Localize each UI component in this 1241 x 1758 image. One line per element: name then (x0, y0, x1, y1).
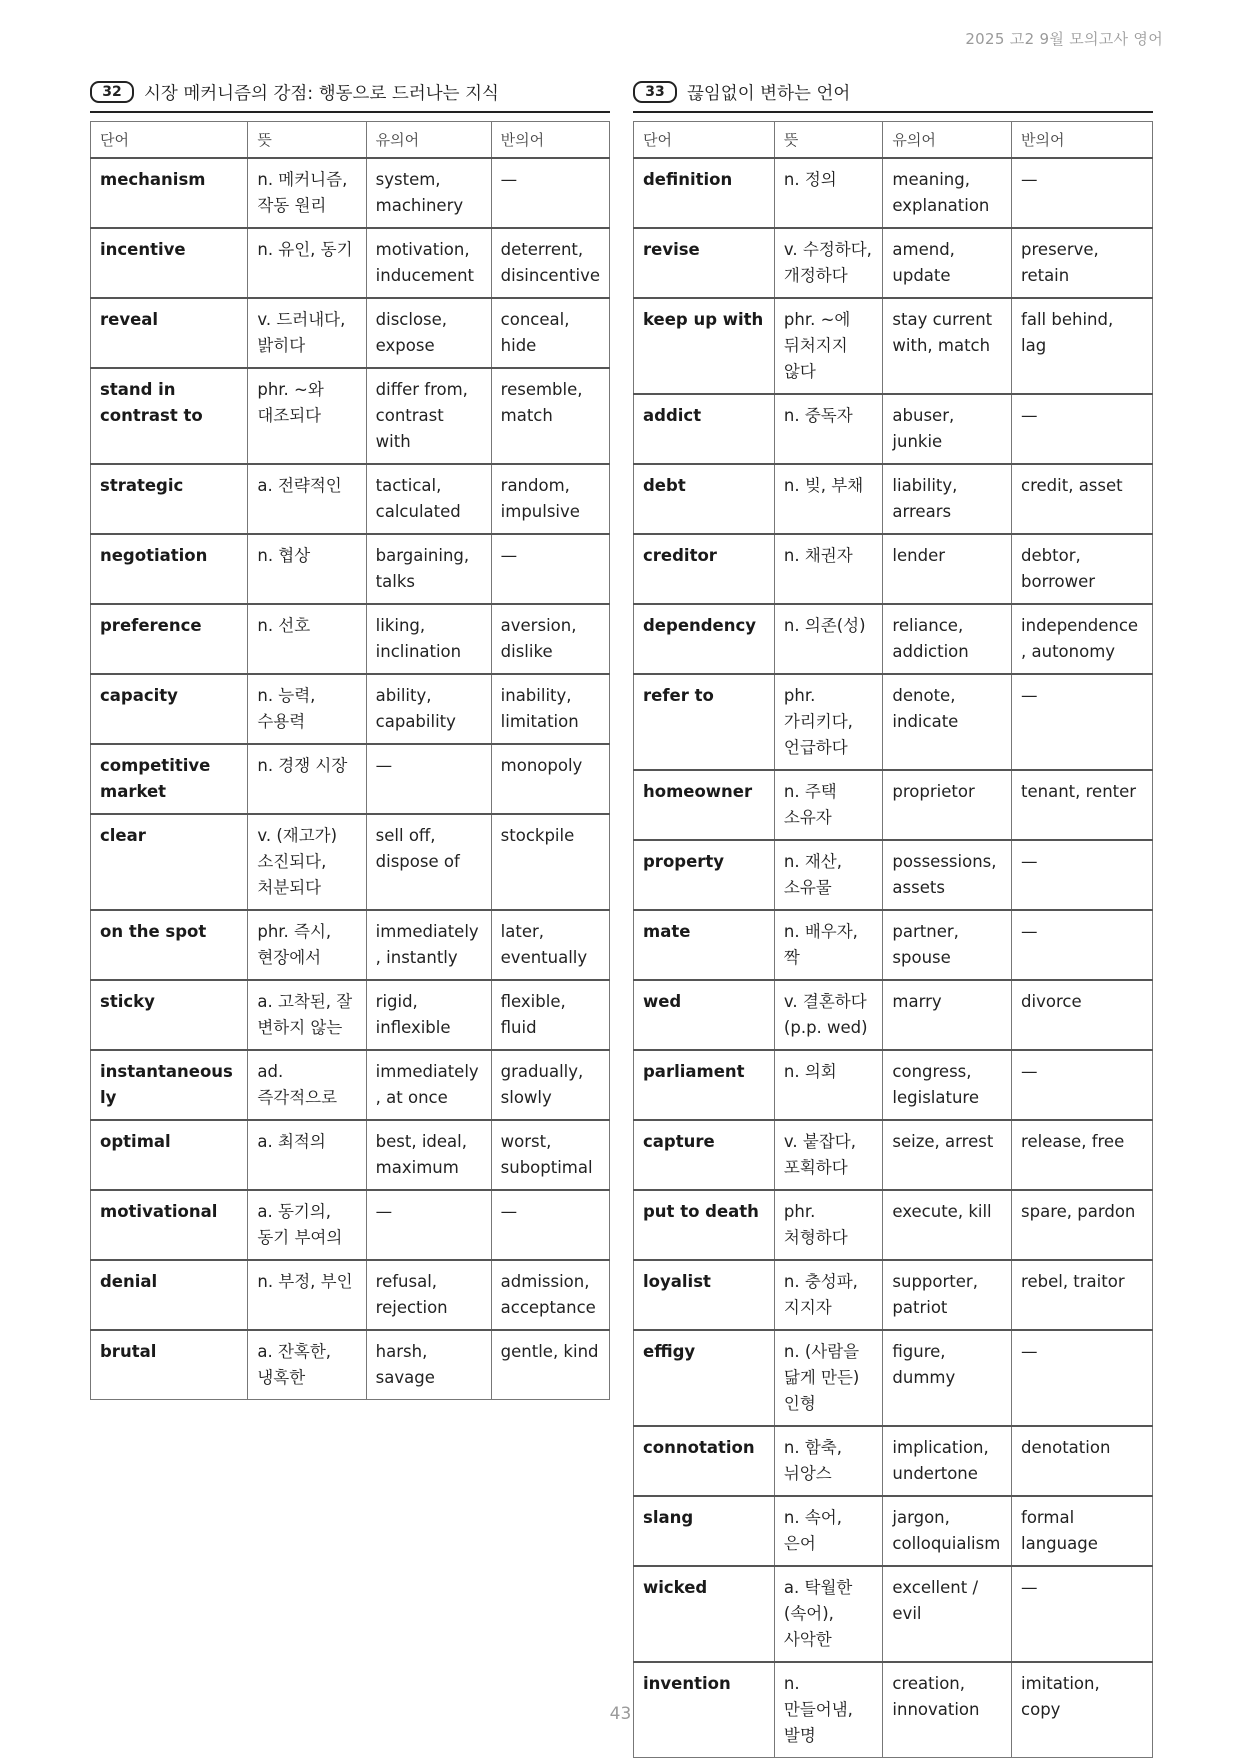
cell-word: motivational (91, 1190, 248, 1260)
table-row (91, 604, 610, 674)
cell-synonyms: figure, dummy (883, 1330, 1012, 1426)
cell-word: slang (634, 1496, 775, 1566)
table-row (634, 1050, 1153, 1120)
cell-synonyms: creation, innovation (883, 1662, 1012, 1758)
cell-word: dependency (634, 604, 775, 674)
cell-synonyms: seize, arrest (883, 1120, 1012, 1190)
cell-word: brutal (91, 1330, 248, 1400)
table-row (91, 744, 610, 814)
table-row (634, 1566, 1153, 1662)
cell-antonyms: deterrent, disincentive (491, 228, 609, 298)
cell-word: instantaneously (91, 1050, 248, 1120)
cell-antonyms: — (1012, 910, 1153, 980)
table-row (634, 840, 1153, 910)
cell-meaning: phr. 가리키다, 언급하다 (774, 674, 882, 770)
table-row (634, 1260, 1153, 1330)
table-row (634, 228, 1153, 298)
cell-word: competitive market (91, 744, 248, 814)
cell-meaning: ad. 즉각적으로 (248, 1050, 366, 1120)
col-header-antonyms: 반의어 (1012, 122, 1153, 159)
cell-antonyms: — (491, 1190, 609, 1260)
cell-antonyms: — (1012, 394, 1153, 464)
cell-synonyms: implication, undertone (883, 1426, 1012, 1496)
cell-word: effigy (634, 1330, 775, 1426)
cell-meaning: n. 협상 (248, 534, 366, 604)
cell-antonyms: worst, suboptimal (491, 1120, 609, 1190)
table-row (634, 1190, 1153, 1260)
cell-synonyms: reliance, addiction (883, 604, 1012, 674)
table-row (91, 814, 610, 910)
table-row (91, 1260, 610, 1330)
cell-word: mechanism (91, 158, 248, 228)
cell-antonyms: formal language (1012, 1496, 1153, 1566)
cell-word: creditor (634, 534, 775, 604)
cell-synonyms: best, ideal, maximum (366, 1120, 491, 1190)
section-heading (633, 78, 1153, 113)
running-header: 2025 고2 9월 모의고사 영어 (965, 30, 1163, 48)
cell-antonyms: rebel, traitor (1012, 1260, 1153, 1330)
cell-synonyms: execute, kill (883, 1190, 1012, 1260)
cell-meaning: n. 주택 소유자 (774, 770, 882, 840)
cell-word: denial (91, 1260, 248, 1330)
cell-meaning: n. 함축, 뉘앙스 (774, 1426, 882, 1496)
cell-word: sticky (91, 980, 248, 1050)
table-row (634, 980, 1153, 1050)
cell-word: wicked (634, 1566, 775, 1662)
table-row (634, 770, 1153, 840)
section-33 (633, 78, 1153, 1758)
cell-word: capacity (91, 674, 248, 744)
table-row (634, 394, 1153, 464)
cell-synonyms: differ from, contrast with (366, 368, 491, 464)
section-title: 시장 메커니즘의 강점: 행동으로 드러나는 지식 (144, 83, 499, 104)
cell-word: wed (634, 980, 775, 1050)
cell-synonyms: refusal, rejection (366, 1260, 491, 1330)
cell-antonyms: inability, limitation (491, 674, 609, 744)
cell-antonyms: credit, asset (1012, 464, 1153, 534)
cell-meaning: v. 드러내다, 밝히다 (248, 298, 366, 368)
table-row (91, 464, 610, 534)
cell-word: on the spot (91, 910, 248, 980)
cell-word: refer to (634, 674, 775, 770)
table-row (634, 674, 1153, 770)
cell-meaning: phr. ~에 뒤처지지 않다 (774, 298, 882, 394)
table-row (91, 910, 610, 980)
cell-synonyms: amend, update (883, 228, 1012, 298)
cell-antonyms: — (1012, 1566, 1153, 1662)
table-row (634, 158, 1153, 228)
cell-antonyms: — (1012, 1050, 1153, 1120)
cell-word: capture (634, 1120, 775, 1190)
cell-meaning: n. 메커니즘, 작동 원리 (248, 158, 366, 228)
cell-antonyms: — (1012, 840, 1153, 910)
cell-synonyms: proprietor (883, 770, 1012, 840)
cell-meaning: n. 빚, 부채 (774, 464, 882, 534)
cell-meaning: n. 선호 (248, 604, 366, 674)
cell-synonyms: rigid, inflexible (366, 980, 491, 1050)
cell-antonyms: preserve, retain (1012, 228, 1153, 298)
cell-antonyms: fall behind, lag (1012, 298, 1153, 394)
section-title: 끊임없이 변하는 언어 (687, 83, 851, 104)
cell-word: stand in contrast to (91, 368, 248, 464)
cell-antonyms: imitation, copy (1012, 1662, 1153, 1758)
cell-word: loyalist (634, 1260, 775, 1330)
cell-antonyms: stockpile (491, 814, 609, 910)
cell-meaning: n. 의회 (774, 1050, 882, 1120)
cell-antonyms: aversion, dislike (491, 604, 609, 674)
table-row (634, 1496, 1153, 1566)
cell-word: preference (91, 604, 248, 674)
cell-synonyms: ability, capability (366, 674, 491, 744)
cell-word: property (634, 840, 775, 910)
cell-antonyms: — (1012, 158, 1153, 228)
cell-antonyms: monopoly (491, 744, 609, 814)
table-row (91, 298, 610, 368)
cell-synonyms: liability, arrears (883, 464, 1012, 534)
cell-synonyms: immediately, instantly (366, 910, 491, 980)
cell-meaning: n. 의존(성) (774, 604, 882, 674)
cell-synonyms: disclose, expose (366, 298, 491, 368)
col-header-antonyms: 반의어 (491, 122, 609, 159)
cell-antonyms: denotation (1012, 1426, 1153, 1496)
cell-synonyms: excellent / evil (883, 1566, 1012, 1662)
cell-meaning: n. (사람을 닮게 만든) 인형 (774, 1330, 882, 1426)
cell-synonyms: tactical, calculated (366, 464, 491, 534)
cell-meaning: n. 유인, 동기 (248, 228, 366, 298)
table-row (634, 910, 1153, 980)
question-number-badge: 32 (90, 81, 134, 103)
cell-synonyms: bargaining, talks (366, 534, 491, 604)
section-heading (90, 78, 610, 113)
cell-antonyms: gentle, kind (491, 1330, 609, 1400)
vocab-table (633, 121, 1153, 1758)
table-row (91, 158, 610, 228)
cell-synonyms: motivation, inducement (366, 228, 491, 298)
cell-antonyms: — (491, 534, 609, 604)
cell-antonyms: admission, acceptance (491, 1260, 609, 1330)
cell-word: definition (634, 158, 775, 228)
table-row (634, 534, 1153, 604)
cell-synonyms: marry (883, 980, 1012, 1050)
cell-word: keep up with (634, 298, 775, 394)
cell-word: negotiation (91, 534, 248, 604)
col-header-meaning: 뜻 (774, 122, 882, 159)
cell-synonyms: — (366, 744, 491, 814)
cell-meaning: a. 전략적인 (248, 464, 366, 534)
cell-meaning: v. (재고가) 소진되다, 처분되다 (248, 814, 366, 910)
cell-synonyms: — (366, 1190, 491, 1260)
cell-meaning: a. 고착된, 잘 변하지 않는 (248, 980, 366, 1050)
cell-synonyms: harsh, savage (366, 1330, 491, 1400)
col-header-word: 단어 (634, 122, 775, 159)
cell-word: addict (634, 394, 775, 464)
cell-meaning: n. 배우자, 짝 (774, 910, 882, 980)
col-header-synonyms: 유의어 (366, 122, 491, 159)
cell-synonyms: supporter, patriot (883, 1260, 1012, 1330)
cell-meaning: n. 속어, 은어 (774, 1496, 882, 1566)
col-header-meaning: 뜻 (248, 122, 366, 159)
cell-word: clear (91, 814, 248, 910)
cell-synonyms: jargon, colloquialism (883, 1496, 1012, 1566)
table-row (91, 1050, 610, 1120)
cell-meaning: n. 만들어냄, 발명 (774, 1662, 882, 1758)
cell-antonyms: gradually, slowly (491, 1050, 609, 1120)
cell-word: homeowner (634, 770, 775, 840)
cell-synonyms: liking, inclination (366, 604, 491, 674)
cell-meaning: a. 탁월한(속어), 사악한 (774, 1566, 882, 1662)
cell-meaning: a. 동기의, 동기 부여의 (248, 1190, 366, 1260)
cell-meaning: v. 붙잡다, 포획하다 (774, 1120, 882, 1190)
table-row (634, 1330, 1153, 1426)
cell-antonyms: independence, autonomy (1012, 604, 1153, 674)
table-row (91, 228, 610, 298)
cell-word: invention (634, 1662, 775, 1758)
col-header-synonyms: 유의어 (883, 122, 1012, 159)
table-row (634, 1120, 1153, 1190)
cell-word: revise (634, 228, 775, 298)
table-row (91, 1190, 610, 1260)
cell-antonyms: resemble, match (491, 368, 609, 464)
cell-meaning: n. 재산, 소유물 (774, 840, 882, 910)
cell-word: optimal (91, 1120, 248, 1190)
table-row (91, 980, 610, 1050)
cell-synonyms: possessions, assets (883, 840, 1012, 910)
cell-meaning: n. 채권자 (774, 534, 882, 604)
cell-word: put to death (634, 1190, 775, 1260)
cell-antonyms: later, eventually (491, 910, 609, 980)
cell-meaning: n. 경쟁 시장 (248, 744, 366, 814)
cell-antonyms: — (1012, 674, 1153, 770)
cell-antonyms: release, free (1012, 1120, 1153, 1190)
cell-antonyms: conceal, hide (491, 298, 609, 368)
cell-synonyms: abuser, junkie (883, 394, 1012, 464)
cell-word: reveal (91, 298, 248, 368)
cell-antonyms: spare, pardon (1012, 1190, 1153, 1260)
header-row (91, 122, 610, 159)
cell-antonyms: — (1012, 1330, 1153, 1426)
cell-meaning: v. 수정하다, 개정하다 (774, 228, 882, 298)
cell-synonyms: congress, legislature (883, 1050, 1012, 1120)
table-row (634, 604, 1153, 674)
cell-synonyms: meaning, explanation (883, 158, 1012, 228)
table-row (91, 1330, 610, 1400)
cell-antonyms: random, impulsive (491, 464, 609, 534)
table-row (91, 674, 610, 744)
cell-word: debt (634, 464, 775, 534)
cell-meaning: v. 결혼하다 (p.p. wed) (774, 980, 882, 1050)
cell-meaning: n. 능력, 수용력 (248, 674, 366, 744)
cell-meaning: n. 중독자 (774, 394, 882, 464)
question-number-badge: 33 (633, 81, 677, 103)
section-32 (90, 78, 610, 1400)
vocab-table (90, 121, 610, 1400)
cell-meaning: n. 충성파, 지지자 (774, 1260, 882, 1330)
cell-word: connotation (634, 1426, 775, 1496)
cell-meaning: phr. ~와 대조되다 (248, 368, 366, 464)
cell-antonyms: debtor, borrower (1012, 534, 1153, 604)
cell-synonyms: partner, spouse (883, 910, 1012, 980)
cell-synonyms: lender (883, 534, 1012, 604)
cell-synonyms: sell off, dispose of (366, 814, 491, 910)
cell-synonyms: system, machinery (366, 158, 491, 228)
cell-antonyms: — (491, 158, 609, 228)
cell-antonyms: divorce (1012, 980, 1153, 1050)
table-row (91, 534, 610, 604)
cell-antonyms: flexible, fluid (491, 980, 609, 1050)
cell-meaning: phr. 처형하다 (774, 1190, 882, 1260)
table-row (634, 298, 1153, 394)
cell-word: mate (634, 910, 775, 980)
cell-meaning: phr. 즉시, 현장에서 (248, 910, 366, 980)
cell-meaning: a. 최적의 (248, 1120, 366, 1190)
col-header-word: 단어 (91, 122, 248, 159)
cell-word: incentive (91, 228, 248, 298)
table-row (91, 1120, 610, 1190)
cell-meaning: n. 부정, 부인 (248, 1260, 366, 1330)
table-row (634, 464, 1153, 534)
table-row (634, 1426, 1153, 1496)
cell-synonyms: immediately, at once (366, 1050, 491, 1120)
cell-word: parliament (634, 1050, 775, 1120)
cell-synonyms: denote, indicate (883, 674, 1012, 770)
header-row (634, 122, 1153, 159)
cell-antonyms: tenant, renter (1012, 770, 1153, 840)
page-number: 43 (609, 1704, 632, 1724)
cell-meaning: a. 잔혹한, 냉혹한 (248, 1330, 366, 1400)
table-row (91, 368, 610, 464)
cell-word: strategic (91, 464, 248, 534)
cell-synonyms: stay current with, match (883, 298, 1012, 394)
cell-meaning: n. 정의 (774, 158, 882, 228)
